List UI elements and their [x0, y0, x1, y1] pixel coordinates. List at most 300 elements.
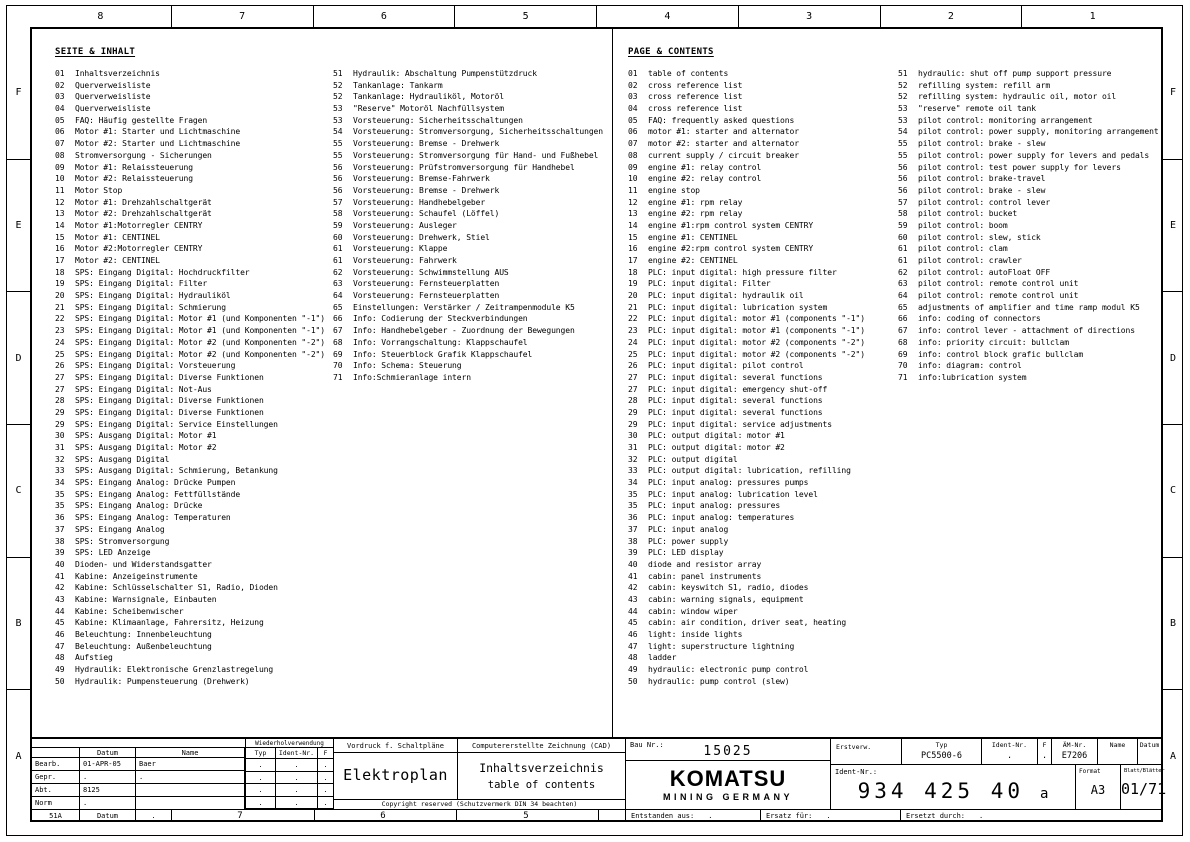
- toc-entry-text: table of contents: [648, 69, 729, 78]
- toc-entry-number: 15: [628, 232, 638, 242]
- toc-entry-text: diode and resistor array: [648, 559, 762, 569]
- toc-entry: [628, 126, 865, 138]
- toc-entry: [55, 325, 325, 337]
- toc-entry-number: 40: [628, 559, 638, 569]
- toc-entry-text: pilot control: monitoring arrangement: [918, 115, 1093, 125]
- toc-entry-number: 52: [898, 80, 908, 90]
- toc-entry-number: 28: [628, 396, 638, 406]
- toc-entry-text: SPS: Ausgang Digital: [75, 454, 170, 464]
- toc-entry-number: 21: [628, 302, 638, 312]
- toc-entry-text: Vorsteuerung: Stromversorgung, Sicherheitsschaltungen: [353, 127, 603, 137]
- toc-entry-number: 44: [55, 606, 65, 616]
- ruler-number: 3: [739, 6, 881, 27]
- toc-entry: [628, 582, 865, 594]
- toc-entry-text: Vorsteuerung: Handhebelgeber: [353, 197, 486, 207]
- toc-entry-text: cabin: window wiper: [648, 606, 738, 616]
- toc-entry-text: PLC: input digital: several functions: [648, 372, 823, 382]
- build-number-label: Bau Nr.:: [630, 741, 664, 749]
- toc-entry-number: 48: [628, 653, 638, 663]
- toc-entry: [628, 115, 865, 127]
- toc-entry: [628, 430, 865, 442]
- toc-entry-number: 33: [628, 466, 638, 476]
- toc-entry: [55, 185, 325, 197]
- toc-entry-number: 60: [898, 232, 908, 242]
- toc-entry-number: 19: [55, 279, 65, 289]
- toc-entry-number: 56: [898, 174, 908, 184]
- toc-entry: [628, 629, 865, 641]
- toc-entry-number: 20: [55, 291, 65, 301]
- toc-entry-text: SPS: Ausgang Digital: Motor #2: [75, 443, 217, 452]
- toc-entry-number: 39: [628, 548, 638, 558]
- toc-entry-number: 03: [628, 92, 638, 102]
- reuse-cell: .: [323, 773, 328, 782]
- toc-entry-text: PLC: input digital: motor #1 (components "-1"): [648, 326, 865, 336]
- toc-entry-text: Motor #1: CENTINEL: [75, 232, 160, 242]
- toc-entry-number: 07: [55, 139, 65, 149]
- toc-entry-number: 12: [628, 197, 638, 207]
- toc-entry: [898, 313, 1159, 325]
- toc-column-german-2: [333, 68, 603, 384]
- toc-entry-text: SPS: Stromversorgung: [75, 536, 170, 546]
- toc-entry-text: Hydraulik: Abschaltung Pumpenstützdruck: [353, 69, 537, 78]
- toc-entry-number: 21: [55, 302, 65, 312]
- toc-entry-text: pilot control: test power supply for levers: [918, 162, 1121, 172]
- toc-column-english-1: [628, 68, 865, 687]
- toc-entry-number: 02: [55, 80, 65, 90]
- toc-entry: [55, 454, 325, 466]
- datum-cell: Datum: [80, 810, 136, 822]
- toc-entry-text: Tankanlage: Tankarm: [353, 80, 443, 90]
- toc-entry: [55, 500, 325, 512]
- toc-entry: [55, 664, 325, 676]
- reuse-cell: .: [276, 784, 318, 796]
- toc-entry: [55, 524, 325, 536]
- reuse-col-typ: Typ: [246, 748, 276, 758]
- toc-entry: [333, 313, 603, 325]
- toc-entry-number: 71: [898, 372, 908, 382]
- toc-entry-text: Querverweisliste: [75, 92, 151, 102]
- reuse-col-ident: Ident-Nr.: [276, 748, 318, 758]
- toc-entry-text: pilot control: remote control unit: [918, 279, 1079, 289]
- approval-header-datum: Datum: [80, 748, 136, 758]
- toc-entry: [55, 512, 325, 524]
- toc-entry-text: Inhaltsverzeichnis: [75, 69, 160, 78]
- bottom-strip-right: [625, 809, 1161, 822]
- approval-table: [32, 747, 245, 809]
- toc-entry-text: pilot control: brake - slew: [918, 139, 1046, 149]
- toc-entry: [628, 360, 865, 372]
- toc-entry-text: SPS: Eingang Analog: [75, 524, 165, 534]
- toc-entry-text: Motor #1: Drehzahlschaltgerät: [75, 197, 212, 207]
- toc-entry: [55, 465, 325, 477]
- toc-entry-text: Querverweisliste: [75, 80, 151, 90]
- toc-entry: [333, 243, 603, 255]
- toc-entry-number: 42: [628, 583, 638, 593]
- toc-entry-text: motor #2: starter and alternator: [648, 139, 799, 149]
- toc-entry-number: 62: [898, 267, 908, 277]
- toc-entry: [55, 606, 325, 618]
- toc-entry-text: Info: Vorrangschaltung: Klappschaufel: [353, 337, 528, 347]
- toc-entry: [333, 267, 603, 279]
- toc-entry-text: engine #2: CENTINEL: [648, 256, 738, 265]
- toc-entry: [628, 80, 865, 92]
- toc-entry-text: cabin: air condition, driver seat, heating: [648, 618, 847, 628]
- toc-entry-number: 24: [628, 337, 638, 347]
- toc-entry-text: refilling system: refill arm: [918, 80, 1051, 90]
- reuse-row: [246, 759, 333, 772]
- part-number-value: 934 425 40: [857, 779, 1024, 803]
- sheet-count-box: [1120, 765, 1167, 809]
- toc-entry: [55, 243, 325, 255]
- reuse-cell: .: [246, 797, 276, 809]
- toc-entry-text: PLC: input digital: motor #2 (components "-2"): [648, 337, 865, 347]
- ruler-tick: [314, 810, 315, 822]
- ruler-letter: A: [1169, 750, 1177, 762]
- toc-entry-text: Vorsteuerung: Drehwerk, Stiel: [353, 232, 490, 242]
- toc-entry: [898, 80, 1159, 92]
- toc-entry-number: 47: [628, 641, 638, 651]
- approval-datum: 01-APR-05: [80, 758, 136, 771]
- toc-entry-number: 17: [55, 256, 65, 265]
- ruler-letter: C: [1163, 425, 1183, 558]
- toc-entry-text: Vorsteuerung: Fernsteuerplatten: [353, 291, 500, 301]
- toc-entry-text: pilot control: power supply, monitoring arrangement: [918, 127, 1159, 137]
- toc-entry: [628, 524, 865, 536]
- toc-entry-text: engine #2:rpm control system CENTRY: [648, 244, 814, 254]
- toc-entry: [898, 278, 1159, 290]
- toc-entry-text: pilot control: crawler: [918, 256, 1022, 265]
- approval-header-name: Name: [136, 748, 245, 758]
- toc-entry-number: 26: [55, 361, 65, 371]
- title-block: [32, 737, 1167, 821]
- toc-entry-text: SPS: Eingang Digital: Vorsteuerung: [75, 361, 236, 371]
- name-label: Name: [1109, 741, 1126, 749]
- toc-entry-text: PLC: output digital: motor #1: [648, 431, 785, 441]
- toc-entry-text: refilling system: hydraulic oil, motor oil: [918, 92, 1117, 102]
- toc-entry-text: Vorsteuerung: Bremse - Drehwerk: [353, 185, 500, 195]
- toc-entry: [55, 115, 325, 127]
- toc-entry: [333, 150, 603, 162]
- toc-entry-number: 07: [628, 139, 638, 149]
- toc-entry-number: 71: [333, 372, 343, 382]
- toc-entry: [898, 290, 1159, 302]
- toc-entry: [333, 185, 603, 197]
- toc-entry: [55, 302, 325, 314]
- toc-entry-number: 25: [628, 349, 638, 359]
- toc-entry-text: Info: Steuerblock Grafik Klappschaufel: [353, 349, 533, 359]
- toc-entry: [333, 372, 603, 384]
- toc-entry-number: 22: [55, 314, 65, 324]
- toc-entry-number: 50: [628, 676, 638, 686]
- toc-entry-number: 34: [628, 478, 638, 488]
- toc-entry-number: 13: [628, 209, 638, 219]
- toc-entry-text: Motor #2: Relaissteuerung: [75, 174, 193, 184]
- toc-entry: [898, 208, 1159, 220]
- toc-entry: [333, 115, 603, 127]
- toc-entry-number: 53: [898, 115, 908, 125]
- toc-entry: [333, 68, 603, 80]
- frame-ruler-top: [30, 6, 1163, 27]
- ruler-tick: [456, 810, 457, 822]
- toc-entry: [55, 407, 325, 419]
- form-box-header: Vordruck f. Schaltpläne: [334, 739, 457, 753]
- reuse-row: [246, 784, 333, 797]
- toc-entry: [333, 162, 603, 174]
- toc-entry-text: SPS: Eingang Analog: Temperaturen: [75, 513, 231, 523]
- toc-entry: [333, 80, 603, 92]
- toc-entry: [628, 652, 865, 664]
- toc-entry: [628, 419, 865, 431]
- toc-entry-number: 69: [898, 349, 908, 359]
- part-number-box: [830, 765, 1075, 809]
- toc-entry-number: 18: [628, 267, 638, 277]
- toc-entry: [55, 313, 325, 325]
- toc-entry-text: Vorsteuerung: Stromversorgung für Hand- und Fußhebel: [353, 150, 599, 160]
- toc-entry: [55, 430, 325, 442]
- toc-entry-text: SPS: Eingang Analog: Drücke: [75, 501, 203, 511]
- toc-entry-number: 34: [55, 478, 65, 488]
- toc-entry-text: SPS: Eingang Digital: Filter: [75, 279, 208, 289]
- toc-entry-text: PLC: input analog: lubrication level: [648, 489, 818, 499]
- toc-entry-number: 05: [55, 115, 65, 125]
- toc-entry-text: Motor #2:Motorregler CENTRY: [75, 244, 203, 254]
- toc-entry-text: engine #1: CENTINEL: [648, 232, 738, 242]
- toc-entry-text: PLC: input digital: hydraulik oil: [648, 291, 804, 301]
- replaced-by-cell: [901, 810, 1161, 822]
- reuse-cell: .: [246, 759, 276, 771]
- toc-entry-number: 50: [55, 676, 65, 686]
- ident-col: [981, 739, 1037, 764]
- toc-entry-text: info: control block grafic bullclam: [918, 349, 1084, 359]
- toc-entry: [333, 349, 603, 361]
- toc-entry-number: 56: [898, 185, 908, 195]
- reuse-cell: .: [323, 786, 328, 794]
- ruler-number: 1: [1089, 11, 1096, 22]
- am-value: E7206: [1061, 751, 1088, 761]
- toc-entry-text: PLC: input analog: pressures: [648, 501, 781, 511]
- toc-entry: [628, 197, 865, 209]
- toc-entry: [55, 337, 325, 349]
- toc-entry: [55, 349, 325, 361]
- toc-entry-number: 44: [628, 606, 638, 616]
- revision-letter: a: [1040, 786, 1049, 802]
- toc-entry-text: PLC: input digital: emergency shut-off: [648, 384, 828, 394]
- ruler-letter: D: [1163, 292, 1183, 425]
- toc-entry-number: 55: [333, 150, 343, 160]
- toc-entry: [333, 337, 603, 349]
- toc-entry: [898, 126, 1159, 138]
- toc-entry-text: SPS: Eingang Digital: Hochdruckfilter: [75, 267, 250, 277]
- toc-entry: [55, 162, 325, 174]
- toc-entry-text: SPS: Eingang Digital: Hydrauliköl: [75, 291, 231, 301]
- toc-entry: [628, 349, 865, 361]
- toc-entry-number: 61: [898, 244, 908, 254]
- toc-entry-number: 68: [898, 337, 908, 347]
- toc-entry-number: 56: [333, 174, 343, 184]
- toc-entry: [333, 360, 603, 372]
- toc-entry: [55, 617, 325, 629]
- toc-entry-number: 58: [333, 209, 343, 219]
- toc-entry: [898, 255, 1159, 267]
- derived-from-cell: [626, 810, 761, 822]
- toc-entry: [55, 267, 325, 279]
- toc-entry-number: 55: [898, 150, 908, 160]
- toc-entry-text: ladder: [648, 653, 677, 663]
- toc-entry-number: 29: [628, 419, 638, 429]
- toc-entry: [628, 337, 865, 349]
- toc-entry-number: 16: [628, 244, 638, 254]
- reuse-cell: .: [276, 772, 318, 784]
- derived-from-label: Entstanden aus:: [631, 812, 695, 820]
- toc-entry-number: 08: [55, 150, 65, 160]
- toc-entry-number: 49: [55, 665, 65, 675]
- toc-entry: [628, 606, 865, 618]
- toc-entry: [628, 313, 865, 325]
- toc-entry-number: 30: [628, 431, 638, 441]
- toc-entry: [898, 325, 1159, 337]
- toc-entry: [333, 302, 603, 314]
- toc-entry-text: SPS: Eingang Digital: Diverse Funktionen: [75, 407, 264, 417]
- toc-entry: [55, 419, 325, 431]
- toc-entry-text: Motor #2: Starter und Lichtmaschine: [75, 139, 241, 149]
- toc-entry-number: 11: [55, 185, 65, 195]
- ident-value: .: [1006, 751, 1013, 761]
- build-number-value: 15025: [703, 744, 753, 759]
- toc-column-english-2: [898, 68, 1159, 384]
- toc-entry: [628, 208, 865, 220]
- toc-entry-number: 37: [55, 524, 65, 534]
- toc-entry: [55, 442, 325, 454]
- left-panel-title: SEITE & INHALT: [55, 47, 136, 57]
- toc-entry: [628, 278, 865, 290]
- reuse-row: [246, 772, 333, 785]
- toc-entry-number: 12: [55, 197, 65, 207]
- toc-entry-number: 05: [628, 115, 638, 125]
- toc-entry-number: 17: [628, 256, 638, 265]
- toc-entry: [55, 103, 325, 115]
- toc-entry: [628, 676, 865, 688]
- toc-column-german-1: [55, 68, 325, 687]
- toc-entry-text: engine #2: relay control: [648, 174, 762, 184]
- toc-entry-number: 63: [333, 279, 343, 289]
- toc-entry-number: 36: [55, 513, 65, 523]
- toc-entry-text: "Reserve" Motoröl Nachfüllsystem: [353, 104, 504, 114]
- toc-entry-number: 58: [898, 209, 908, 219]
- toc-entry-text: FAQ: Häufig gestellte Fragen: [75, 115, 208, 125]
- toc-entry: [55, 395, 325, 407]
- toc-entry-number: 39: [55, 548, 65, 558]
- toc-entry: [55, 173, 325, 185]
- toc-entry: [628, 243, 865, 255]
- first-use-label: Erstverw.: [836, 743, 872, 751]
- toc-entry: [628, 407, 865, 419]
- toc-entry-text: engine #1: relay control: [648, 162, 762, 172]
- toc-entry: [55, 477, 325, 489]
- toc-entry-text: "reserve" remote oil tank: [918, 104, 1036, 114]
- toc-entry-number: 27: [55, 384, 65, 394]
- toc-entry-text: Motor #1: Starter und Lichtmaschine: [75, 127, 241, 137]
- toc-entry: [628, 220, 865, 232]
- f-value: .: [1041, 751, 1048, 761]
- first-use-col: [831, 739, 901, 764]
- toc-entry-number: 45: [628, 618, 638, 628]
- toc-entry-number: 67: [333, 326, 343, 336]
- toc-entry: [333, 325, 603, 337]
- toc-entry-text: PLC: input analog: pressures pumps: [648, 478, 809, 488]
- toc-entry-number: 23: [628, 326, 638, 336]
- toc-entry: [628, 454, 865, 466]
- toc-entry: [55, 676, 325, 688]
- toc-entry-number: 56: [898, 162, 908, 172]
- toc-entry-number: 51: [333, 69, 343, 78]
- toc-entry-number: 69: [333, 349, 343, 359]
- toc-entry-text: SPS: Eingang Analog: Fettfüllstände: [75, 489, 241, 499]
- toc-entry: [898, 220, 1159, 232]
- toc-entry: [55, 68, 325, 80]
- toc-entry: [55, 290, 325, 302]
- toc-entry-text: Info: Codierung der Steckverbindungen: [353, 314, 528, 324]
- approval-label: Abt.: [32, 784, 80, 797]
- toc-entry: [628, 641, 865, 653]
- toc-entry-text: info:lubrication system: [918, 372, 1027, 382]
- toc-entry-text: light: inside lights: [648, 630, 743, 639]
- toc-entry-text: Kabine: Klimaanlage, Fahrersitz, Heizung: [75, 618, 264, 628]
- name-col: [1097, 739, 1137, 764]
- toc-entry: [333, 91, 603, 103]
- datum-label: Datum: [1139, 741, 1160, 749]
- toc-entry-text: Vorsteuerung: Sicherheitsschaltungen: [353, 115, 523, 125]
- toc-entry-number: 10: [55, 174, 65, 184]
- toc-entry: [628, 91, 865, 103]
- ruler-number: 5: [523, 811, 529, 821]
- toc-entry: [628, 477, 865, 489]
- toc-entry: [898, 197, 1159, 209]
- toc-entry: [55, 126, 325, 138]
- ruler-number: 2: [881, 6, 1023, 27]
- part-number-line: [831, 779, 1075, 803]
- toc-entry: [628, 372, 865, 384]
- toc-entry-text: Vorsteuerung: Prüfstromversorgung für Handhebel: [353, 162, 575, 172]
- toc-entry: [898, 115, 1159, 127]
- toc-entry: [55, 220, 325, 232]
- toc-entry-number: 66: [333, 314, 343, 324]
- reuse-cell: .: [246, 772, 276, 784]
- toc-entry-number: 59: [333, 220, 343, 230]
- ruler-number: 8: [30, 6, 172, 27]
- toc-entry-number: 70: [333, 361, 343, 371]
- toc-entry: [628, 547, 865, 559]
- logo-wordmark: KOMATSU: [669, 766, 787, 791]
- logo-subtitle: MINING GERMANY: [663, 792, 793, 802]
- toc-entry-number: 65: [898, 302, 908, 312]
- toc-entry-text: info: priority circuit: bullclam: [918, 337, 1069, 347]
- toc-entry-text: Motor #1:Motorregler CENTRY: [75, 220, 203, 230]
- toc-entry-number: 52: [333, 92, 343, 102]
- toc-entry-number: 16: [55, 244, 65, 254]
- toc-entry-number: 45: [55, 618, 65, 628]
- toc-entry-number: 06: [55, 127, 65, 137]
- toc-entry: [55, 547, 325, 559]
- ruler-letter: E: [7, 160, 30, 293]
- toc-entry-text: cabin: keyswitch S1, radio, diodes: [648, 583, 809, 593]
- derived-from-value: .: [708, 812, 713, 820]
- cad-box: [457, 739, 625, 799]
- ruler-letter: B: [7, 558, 30, 691]
- approval-name: Baer: [136, 758, 245, 771]
- toc-entry: [55, 629, 325, 641]
- toc-entry: [628, 232, 865, 244]
- toc-entry-text: Vorsteuerung: Fahrwerk: [353, 256, 457, 265]
